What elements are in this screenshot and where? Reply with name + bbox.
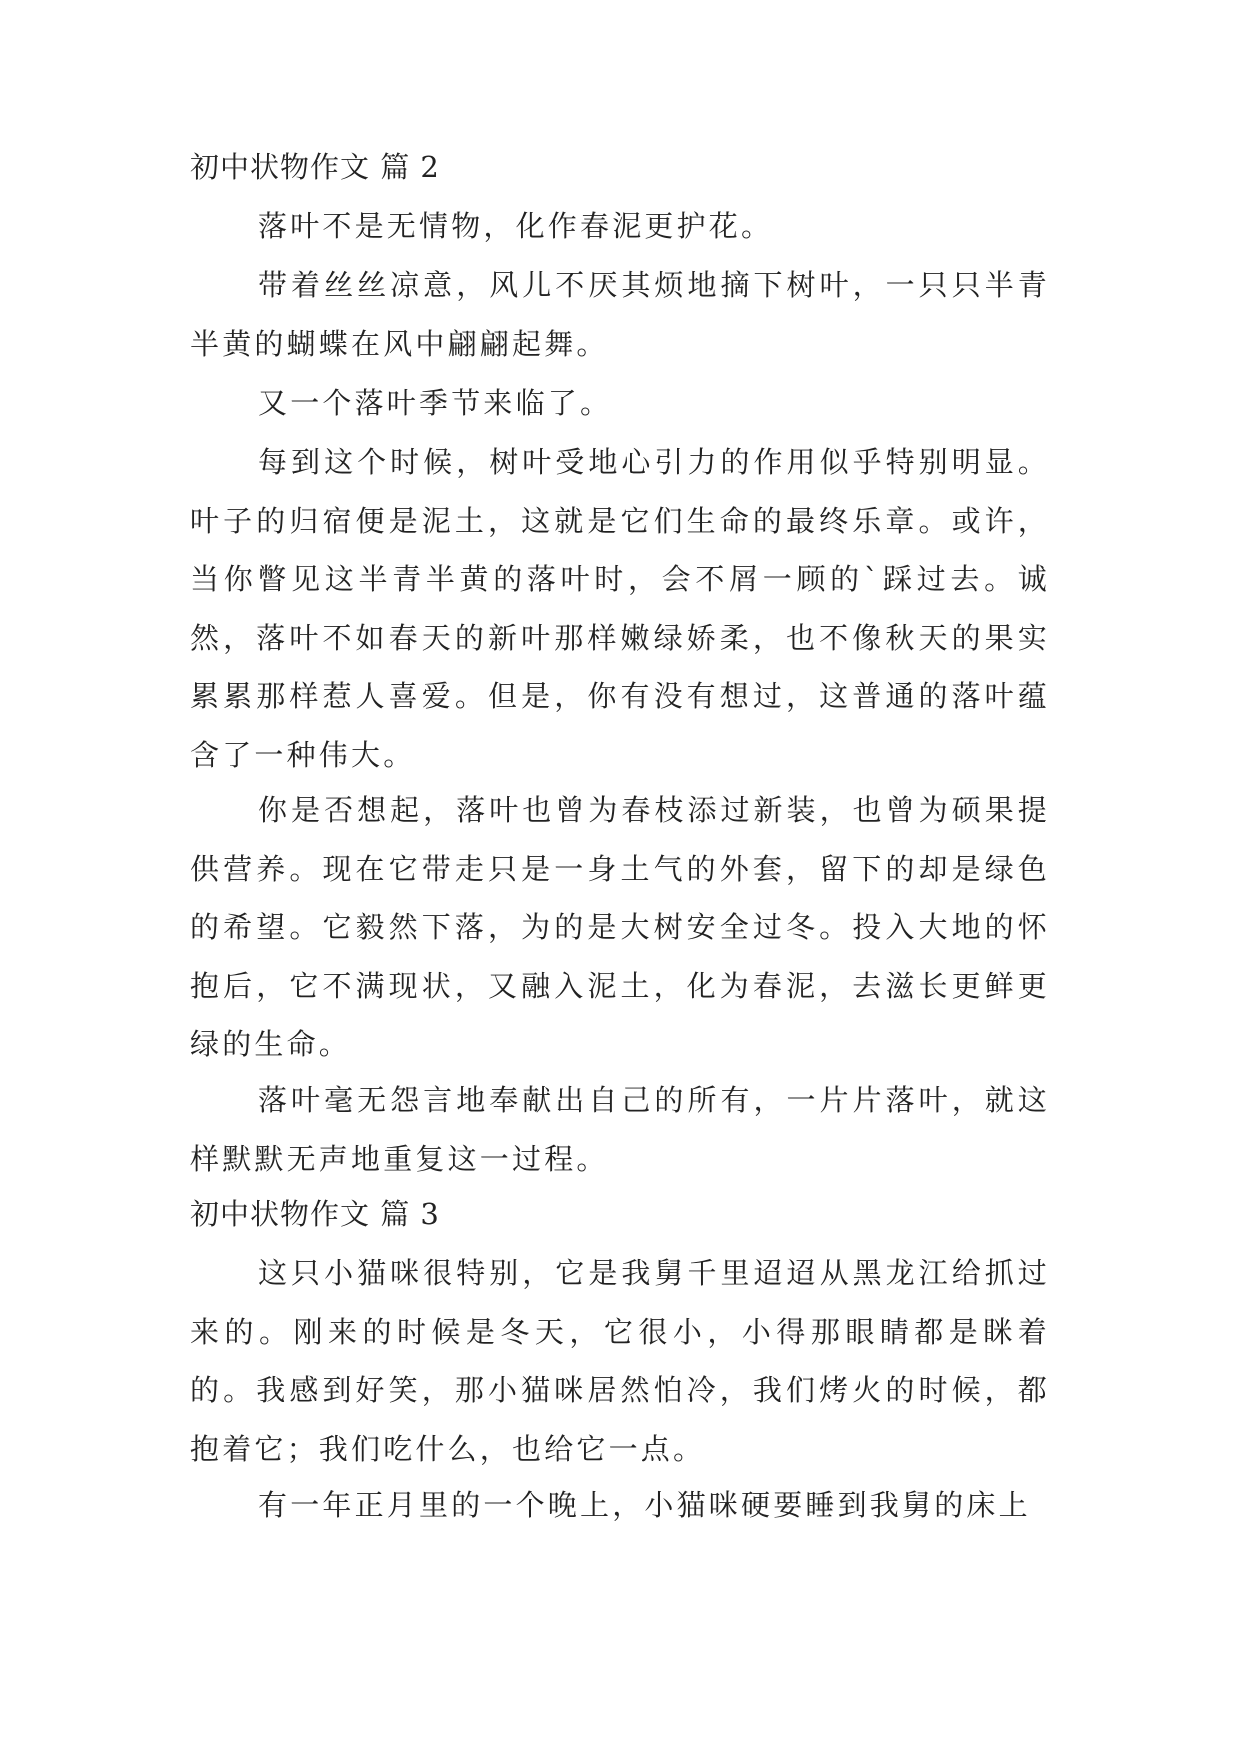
section-heading: 初中状物作文 篇 3 xyxy=(190,1197,440,1231)
paragraph: 又一个落叶季节来临了。 xyxy=(258,386,613,420)
paragraph: 落叶不是无情物，化作春泥更护花。 xyxy=(258,209,774,243)
paragraph: 带着丝丝凉意，风儿不厌其烦地摘下树叶，一只只半青半黄的蝴蝶在风中翩翩起舞。 xyxy=(190,268,1050,361)
paragraph: 有一年正月里的一个晚上，小猫咪硬要睡到我舅的床上 xyxy=(258,1488,1031,1522)
paragraph: 这只小猫咪很特别，它是我舅千里迢迢从黑龙江给抓过来的。刚来的时候是冬天，它很小，小得那眼睛都是眯着的。我感到好笑，那小猫咪居然怕冷，我们烤火的时候，都抱着它；我们吃什么，也给它一点。 xyxy=(190,1256,1050,1466)
paragraph: 落叶毫无怨言地奉献出自己的所有，一片片落叶，就这样默默无声地重复这一过程。 xyxy=(190,1083,1050,1176)
paragraph: 你是否想起，落叶也曾为春枝添过新装，也曾为硕果提供营养。现在它带走只是一身土气的外套，留下的却是绿色的希望。它毅然下落，为的是大树安全过冬。投入大地的怀抱后，它不满现状，又融入泥土，化为春泥，去滋长更鲜更绿的生命。 xyxy=(190,793,1050,1062)
paragraph: 每到这个时候，树叶受地心引力的作用似乎特别明显。叶子的归宿便是泥土，这就是它们生命的最终乐章。或许，当你瞥见这半青半黄的落叶时，会不屑一顾的`踩过去。诚然，落叶不如春天的新叶那样嫩绿娇柔，也不像秋天的果实累累那样惹人喜爱。但是，你有没有想过，这普通的落叶蕴含了一种伟大。 xyxy=(190,445,1050,772)
section-heading: 初中状物作文 篇 2 xyxy=(190,150,440,184)
